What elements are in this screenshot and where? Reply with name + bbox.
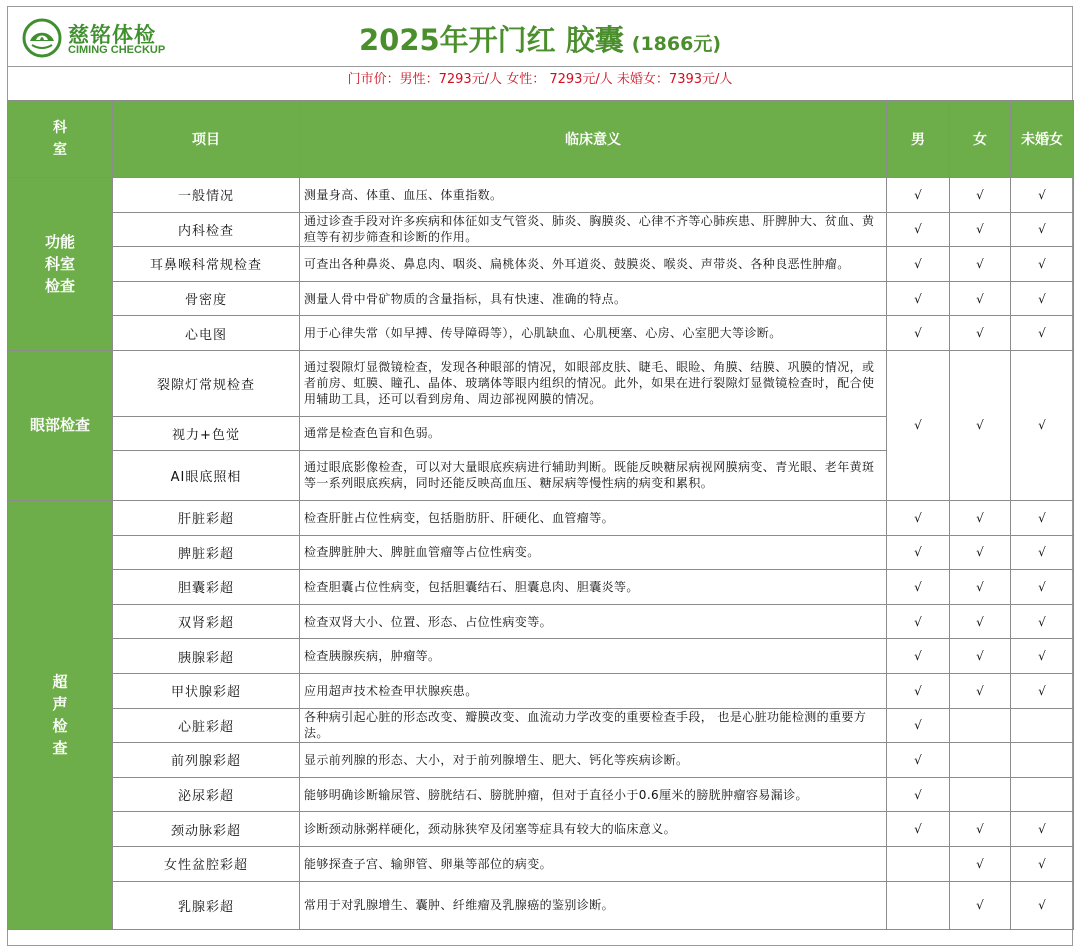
dept-cell-function xyxy=(8,178,113,351)
header-meaning: 临床意义 xyxy=(300,101,887,178)
check-male xyxy=(887,846,950,881)
table-row xyxy=(8,570,1074,605)
table-row xyxy=(8,247,1074,282)
check-male: √ xyxy=(887,212,950,247)
desc-cell: 各种病引起心脏的形态改变、瓣膜改变、血流动力学改变的重要检查手段， 也是心脏功能检测的重要方法。 xyxy=(300,708,887,743)
check-unmarried: √ xyxy=(1011,846,1074,881)
desc-cell: 应用超声技术检查甲状腺疾患。 xyxy=(300,673,887,708)
item-cell: 肝脏彩超 xyxy=(113,500,300,535)
table-row xyxy=(8,846,1074,881)
check-male: √ xyxy=(887,604,950,639)
item-cell: 泌尿彩超 xyxy=(113,777,300,812)
check-unmarried xyxy=(1011,708,1074,743)
header-male: 男 xyxy=(887,101,950,178)
desc-cell: 用于心律失常（如早搏、传导障碍等），心肌缺血、心肌梗塞、心房、心室肥大等诊断。 xyxy=(300,316,887,351)
dept-label: 功能科室检查 xyxy=(44,232,75,295)
check-male: √ xyxy=(887,743,950,778)
check-female: √ xyxy=(950,570,1011,605)
table-row xyxy=(8,350,1074,416)
item-cell: 胰腺彩超 xyxy=(113,639,300,674)
check-male: √ xyxy=(887,570,950,605)
item-cell: 一般情况 xyxy=(113,178,300,213)
check-male: √ xyxy=(887,535,950,570)
desc-cell: 通过诊查手段对许多疾病和体征如支气管炎、肺炎、胸膜炎、心律不齐等心肺疾患、肝脾肿大、贫血、黄疸等有初步筛查和诊断的作用。 xyxy=(300,212,887,247)
desc-cell: 检查胰腺疾病，肿瘤等。 xyxy=(300,639,887,674)
header-divider xyxy=(7,66,1073,67)
header-dept xyxy=(8,101,113,178)
item-cell: 视力+色觉 xyxy=(113,416,300,450)
check-male: √ xyxy=(887,639,950,674)
check-female: √ xyxy=(950,604,1011,639)
check-unmarried: √ xyxy=(1011,178,1074,213)
item-cell: 乳腺彩超 xyxy=(113,881,300,929)
market-price: 门市价：男性：7293元/人 女性： 7293元/人 未婚女：7393元/人 xyxy=(347,72,733,87)
check-unmarried: √ xyxy=(1011,247,1074,282)
check-unmarried: √ xyxy=(1011,604,1074,639)
table-row xyxy=(8,604,1074,639)
table-row xyxy=(8,281,1074,316)
check-unmarried: √ xyxy=(1011,812,1074,847)
item-cell: 耳鼻喉科常规检查 xyxy=(113,247,300,282)
check-male: √ xyxy=(887,812,950,847)
check-male: √ xyxy=(887,247,950,282)
check-female xyxy=(950,777,1011,812)
check-male: √ xyxy=(887,316,950,351)
table-row xyxy=(8,708,1074,743)
desc-cell: 通常是检查色盲和色弱。 xyxy=(300,416,887,450)
check-male: √ xyxy=(887,281,950,316)
desc-cell: 能够明确诊断输尿管、膀胱结石、膀胱肿瘤，但对于直径小于0.6厘米的膀胱肿瘤容易漏诊。 xyxy=(300,777,887,812)
table-row xyxy=(8,743,1074,778)
desc-cell: 通过裂隙灯显微镜检查，发现各种眼部的情况，如眼部皮肤、睫毛、眼睑、角膜、结膜、巩膜的情况，或者前房、虹膜、瞳孔、晶体、玻璃体等眼内组织的情况。此外，如果在进行裂隙灯显微镜检查时，配合使用辅助工具，还可以看到房角、周边部视网膜的情况。 xyxy=(300,350,887,416)
item-cell: 脾脏彩超 xyxy=(113,535,300,570)
desc-cell: 可查出各种鼻炎、鼻息肉、咽炎、扁桃体炎、外耳道炎、鼓膜炎、喉炎、声带炎、各种良恶性肿瘤。 xyxy=(300,247,887,282)
check-female: √ xyxy=(950,881,1011,929)
package-price: (1866元) xyxy=(631,33,722,55)
desc-cell: 检查双肾大小、位置、形态、占位性病变等。 xyxy=(300,604,887,639)
check-female: √ xyxy=(950,178,1011,213)
table-row xyxy=(8,212,1074,247)
item-cell: 胆囊彩超 xyxy=(113,570,300,605)
check-unmarried: √ xyxy=(1011,570,1074,605)
desc-cell: 测量人骨中骨矿物质的含量指标，具有快速、准确的特点。 xyxy=(300,281,887,316)
desc-cell: 诊断颈动脉粥样硬化，颈动脉狭窄及闭塞等症具有较大的临床意义。 xyxy=(300,812,887,847)
check-unmarried: √ xyxy=(1011,500,1074,535)
brand-logo xyxy=(22,18,182,62)
item-cell: 心电图 xyxy=(113,316,300,351)
table-row xyxy=(8,639,1074,674)
check-female: √ xyxy=(950,812,1011,847)
check-unmarried xyxy=(1011,743,1074,778)
table-row xyxy=(8,535,1074,570)
table-row xyxy=(8,812,1074,847)
check-unmarried: √ xyxy=(1011,639,1074,674)
check-female: √ xyxy=(950,639,1011,674)
table-row xyxy=(8,881,1074,929)
check-unmarried: √ xyxy=(1011,350,1074,500)
check-female: √ xyxy=(950,281,1011,316)
check-male: √ xyxy=(887,178,950,213)
desc-cell: 常用于对乳腺增生、囊肿、纤维瘤及乳腺癌的鉴别诊断。 xyxy=(300,881,887,929)
dept-cell-ultrasound xyxy=(8,500,113,929)
table-header-row xyxy=(8,101,1074,178)
check-female: √ xyxy=(950,247,1011,282)
desc-cell: 通过眼底影像检查，可以对大量眼底疾病进行辅助判断。既能反映糖尿病视网膜病变、青光眼、老年黄斑等一系列眼底疾病，同时还能反映高血压、糖尿病等慢性病的病变和累积。 xyxy=(300,450,887,500)
check-unmarried: √ xyxy=(1011,212,1074,247)
check-female: √ xyxy=(950,846,1011,881)
check-male: √ xyxy=(887,708,950,743)
brand-name-cn: 慈铭体检 xyxy=(68,23,156,47)
table-row xyxy=(8,673,1074,708)
check-male xyxy=(887,881,950,929)
table-row xyxy=(8,777,1074,812)
desc-cell: 测量身高、体重、血压、体重指数。 xyxy=(300,178,887,213)
table-row xyxy=(8,178,1074,213)
table-row xyxy=(8,500,1074,535)
dept-label: 超声检查 xyxy=(52,672,68,757)
check-female: √ xyxy=(950,535,1011,570)
check-male: √ xyxy=(887,350,950,500)
check-unmarried: √ xyxy=(1011,281,1074,316)
check-female: √ xyxy=(950,673,1011,708)
check-male: √ xyxy=(887,777,950,812)
item-cell: AI眼底照相 xyxy=(113,450,300,500)
desc-cell: 检查肝脏占位性病变，包括脂肪肝、肝硬化、血管瘤等。 xyxy=(300,500,887,535)
check-male: √ xyxy=(887,500,950,535)
package-title: 2025年开门红 胶囊 xyxy=(358,23,624,57)
item-cell: 女性盆腔彩超 xyxy=(113,846,300,881)
desc-cell: 显示前列腺的形态、大小，对于前列腺增生、肥大、钙化等疾病诊断。 xyxy=(300,743,887,778)
desc-cell: 检查胆囊占位性病变，包括胆囊结石、胆囊息肉、胆囊炎等。 xyxy=(300,570,887,605)
check-female xyxy=(950,708,1011,743)
dept-cell-eye: 眼部检查 xyxy=(8,350,113,500)
check-female: √ xyxy=(950,316,1011,351)
check-unmarried: √ xyxy=(1011,535,1074,570)
header-item: 项目 xyxy=(113,101,300,178)
check-female: √ xyxy=(950,350,1011,500)
lotus-icon xyxy=(22,18,62,58)
checkup-table xyxy=(7,100,1074,930)
check-unmarried: √ xyxy=(1011,881,1074,929)
table-row xyxy=(8,316,1074,351)
page-title xyxy=(300,18,780,59)
item-cell: 骨密度 xyxy=(113,281,300,316)
header-female: 女 xyxy=(950,101,1011,178)
check-unmarried: √ xyxy=(1011,673,1074,708)
check-male: √ xyxy=(887,673,950,708)
item-cell: 甲状腺彩超 xyxy=(113,673,300,708)
item-cell: 前列腺彩超 xyxy=(113,743,300,778)
brand-name-en: CIMING CHECKUP xyxy=(68,44,166,56)
item-cell: 心脏彩超 xyxy=(113,708,300,743)
check-unmarried: √ xyxy=(1011,316,1074,351)
item-cell: 颈动脉彩超 xyxy=(113,812,300,847)
item-cell: 双肾彩超 xyxy=(113,604,300,639)
check-female: √ xyxy=(950,212,1011,247)
desc-cell: 检查脾脏肿大、脾脏血管瘤等占位性病变。 xyxy=(300,535,887,570)
item-cell: 裂隙灯常规检查 xyxy=(113,350,300,416)
item-cell: 内科检查 xyxy=(113,212,300,247)
check-female: √ xyxy=(950,500,1011,535)
check-female xyxy=(950,743,1011,778)
check-unmarried xyxy=(1011,777,1074,812)
header-dept-label: 科室 xyxy=(53,120,67,158)
header-unmarried: 未婚女 xyxy=(1011,101,1074,178)
desc-cell: 能够探查子宫、输卵管、卵巢等部位的病变。 xyxy=(300,846,887,881)
